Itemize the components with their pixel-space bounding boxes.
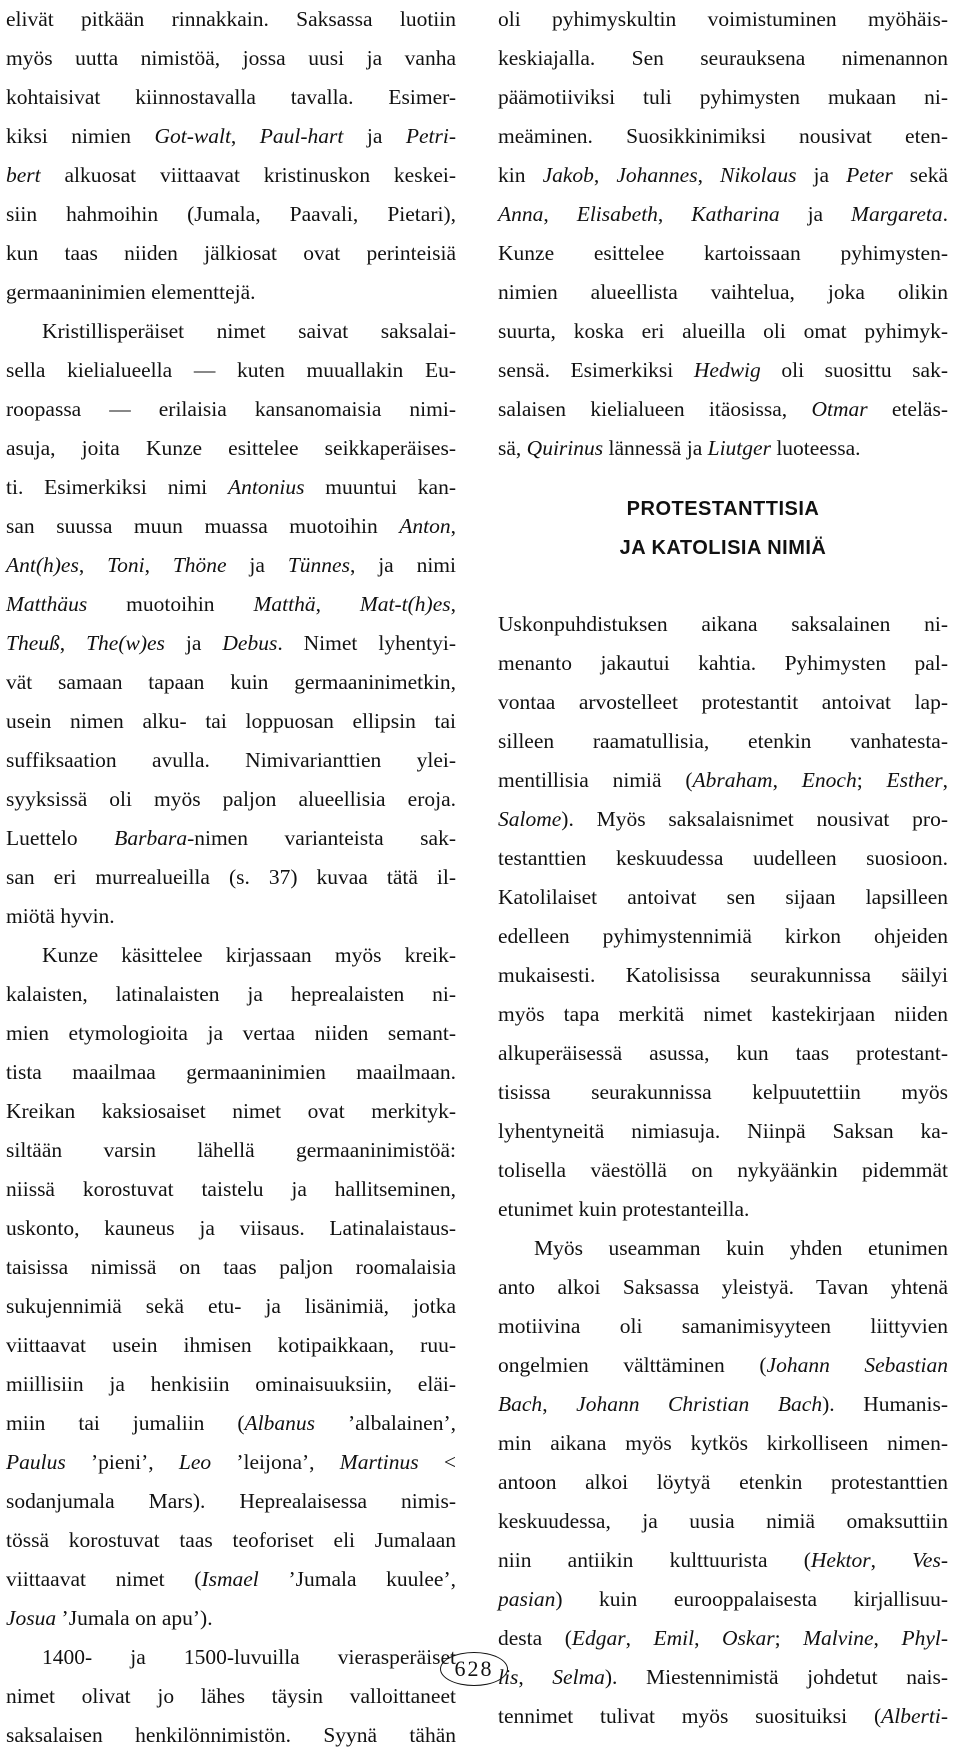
text-line: elivät pitkään rinnakkain. Saksassa luotiin (6, 7, 456, 31)
text-line: kiksi nimien Got-walt, Paul-hart ja Petri- (6, 124, 456, 148)
italic-term: Ves- (912, 1548, 948, 1572)
text-line: viittaavat nimet (Ismael ’Jumala kuulee’, (6, 1567, 457, 1591)
italic-term: Got-walt (154, 124, 231, 148)
italic-term: Ant(h)es (6, 553, 79, 577)
italic-term: Petri- (405, 124, 456, 148)
text-line: salaisen kielialueen itäosissa, Otmar eteläs- (498, 397, 948, 421)
italic-term: Johannes (616, 163, 698, 187)
heading-spacer-bottom (498, 568, 948, 605)
text-line: pasian) kuin eurooppalaisesta kirjallisuu- (498, 1587, 948, 1611)
italic-term: Elisabeth (576, 202, 658, 226)
text-line: Katolilaiset antoivat sen sijaan lapsilleen (498, 885, 948, 909)
text-line: sensä. Esimerkiksi Hedwig oli suosittu sak- (498, 358, 948, 382)
italic-term: Emil (653, 1626, 695, 1650)
section-heading-line-2: JA KATOLISIA NIMIÄ (619, 537, 827, 559)
italic-term: Tünnes (287, 553, 350, 577)
italic-term: Martinus (339, 1450, 419, 1474)
text-line: tisissa seurakunnissa kelpuutettiin myös (498, 1080, 948, 1104)
italic-term: Mat-t(h)es (359, 592, 451, 616)
text-line: Theuß, The(w)es ja Debus. Nimet lyhentyi- (6, 631, 456, 655)
text-line: nimien alueellista vaihtelua, joka olikin (498, 280, 948, 304)
text-line: mukaisesti. Katolisissa seurakunnissa säilyi (498, 963, 948, 987)
text-line: Kristillisperäiset nimet saivat saksalai- (42, 319, 456, 343)
text-line: germaaninimien elementtejä. (6, 280, 256, 304)
text-line: Salome). Myös saksalaisnimet nousivat pro- (498, 807, 948, 831)
italic-term: Josua (6, 1606, 57, 1630)
text-line: 1400- ja 1500-luvuilla vierasperäiset (42, 1645, 456, 1669)
text-line: lis, Selma). Miestennimistä johdetut nais- (498, 1665, 948, 1689)
text-line: ti. Esimerkiksi nimi Antonius muuntui kan- (6, 475, 456, 499)
italic-term: Antonius (227, 475, 305, 499)
text-line: saksalaisen henkilönnimistön. Syynä tähän (6, 1723, 456, 1747)
italic-term: Hedwig (693, 358, 761, 382)
text-line: Josua ’Jumala on apu’). (6, 1606, 213, 1630)
text-line: Uskonpuhdistuksen aikana saksalainen ni- (498, 612, 948, 636)
italic-term: Anton (399, 514, 451, 538)
italic-term: Ismael (201, 1567, 259, 1591)
text-line: Luettelo Barbara-nimen varianteista sak- (6, 826, 457, 850)
text-line: min aikana myös kytkös kirkolliseen nimen- (498, 1431, 948, 1455)
italic-term: Margareta (851, 202, 943, 226)
text-line: viittaavat usein ihmisen kotipaikkaan, ruu- (6, 1333, 456, 1357)
italic-term: Johann Christian Bach (576, 1392, 823, 1416)
italic-term: Toni (107, 553, 145, 577)
text-line: bert alkuosat viittaavat kristinuskon keskei- (6, 163, 456, 187)
italic-term: Johann Sebastian (766, 1353, 948, 1377)
text-line: niissä korostuvat taistelu ja hallitseminen, (6, 1177, 456, 1201)
text-line: tössä korostuvat taas teoforiset eli Jumalaan (6, 1528, 456, 1552)
italic-term: Bach (498, 1392, 543, 1416)
text-line: silleen raamatullisia, etenkin vanhatesta- (498, 729, 948, 753)
text-line: asuja, joita Kunze esittelee seikkaperäises- (6, 436, 456, 460)
text-line: suffiksaation avulla. Nimivarianttien ylei- (6, 748, 456, 772)
italic-term: Liutger (707, 436, 771, 460)
text-line: testanttien keskuudessa uudelleen suosioon. (498, 846, 948, 870)
text-line: mentillisia nimiä (Abraham, Enoch; Esther, (498, 768, 949, 792)
text-line: kun taas niiden jälkiosat ovat perinteisiä (6, 241, 456, 265)
italic-term: Quirinus (526, 436, 604, 460)
text-line: alkuperäisessä asussa, kun taas protestant- (498, 1041, 948, 1065)
text-line: antoon alkoi löytyä etenkin protestanttien (498, 1470, 948, 1494)
text-line: miin tai jumaliin (Albanus ’albalainen’, (6, 1411, 456, 1435)
italic-term: Abraham (692, 768, 773, 792)
text-line: taisissa nimissä on taas paljon roomalaisia (6, 1255, 456, 1279)
text-line: menanto jakautui kahtia. Pyhimysten pal- (498, 651, 948, 675)
text-line: keskuudessa, ja uusia nimiä omaksuttiin (498, 1509, 948, 1533)
italic-term: Enoch (801, 768, 857, 792)
text-line: kin Jakob, Johannes, Nikolaus ja Peter sekä (498, 163, 948, 187)
italic-term: Paulus (6, 1450, 66, 1474)
text-line: myös tapa merkitä nimet kastekirjaan niiden (498, 1002, 948, 1026)
text-line: san eri murrealueilla (s. 37) kuvaa tätä il- (6, 865, 456, 889)
text-line: san suussa muun muassa muotoihin Anton, (6, 514, 456, 538)
italic-term: Matthä (253, 592, 316, 616)
italic-term: Hektor (810, 1548, 871, 1572)
italic-term: Alberti- (881, 1704, 948, 1728)
text-line: lyhentyneitä nimiasuja. Niinpä Saksan ka- (498, 1119, 948, 1143)
text-line: tista maailmaa germaaninimien maailmaan. (6, 1060, 456, 1084)
text-line: suurta, koska eri alueilla oli omat pyhimyk- (498, 319, 948, 343)
text-line: meäminen. Suosikkinimiksi nousivat eten- (498, 124, 948, 148)
text-line: nimet olivat jo lähes täysin valloittaneet (6, 1684, 456, 1708)
left-column (6, 0, 456, 1755)
text-line: ongelmien välttäminen (Johann Sebastian (498, 1353, 948, 1377)
page-number: 628 (440, 1652, 508, 1686)
text-line: Myös useamman kuin yhden etunimen (534, 1236, 948, 1260)
italic-term: Paul-hart (259, 124, 344, 148)
italic-term: Oskar (722, 1626, 775, 1650)
right-column-top-text (498, 0, 948, 468)
italic-term: The(w)es (86, 631, 165, 655)
text-line: motiivina oli samanimisyyteen liittyvien (498, 1314, 948, 1338)
text-line: syyksissä oli myös paljon alueellisia eroja. (6, 787, 456, 811)
text-line: Kreikan kaksiosaiset nimet ovat merkityk- (6, 1099, 456, 1123)
italic-term: Debus (222, 631, 278, 655)
italic-term: Thöne (172, 553, 227, 577)
italic-term: lis (498, 1665, 519, 1689)
italic-term: Anna (498, 202, 544, 226)
italic-term: bert (6, 163, 41, 187)
text-line: niin antiikin kulttuurista (Hektor, Ves- (498, 1548, 948, 1572)
text-line: siin hahmoihin (Jumala, Paavali, Pietari), (6, 202, 456, 226)
text-line: siltään varsin lähellä germaaninimistöä: (6, 1138, 456, 1162)
italic-term: Edgar (571, 1626, 626, 1650)
italic-term: Esther (886, 768, 943, 792)
italic-term: Albanus (244, 1411, 316, 1435)
italic-term: Phyl- (901, 1626, 949, 1650)
text-line: etunimet kuin protestanteilla. (498, 1197, 750, 1221)
italic-term: Otmar (811, 397, 868, 421)
italic-term: Jakob (542, 163, 594, 187)
italic-term: pasian (498, 1587, 556, 1611)
text-line: sodanjumala Mars). Heprealaisessa nimis- (6, 1489, 456, 1513)
text-line: Anna, Elisabeth, Katharina ja Margareta. (498, 202, 948, 226)
text-line: vontaa arvostelleet protestantit antoivat lap- (498, 690, 948, 714)
italic-term: Barbara (114, 826, 188, 850)
text-line: päämotiiviksi tuli pyhimysten mukaan ni- (498, 85, 948, 109)
italic-term: Nikolaus (720, 163, 797, 187)
text-line: tennimet tulivat myös suosituiksi (Alberti- (498, 1704, 948, 1728)
text-line: usein nimen alku- tai loppuosan ellipsin tai (6, 709, 456, 733)
text-line: anto alkoi Saksassa yleistyä. Tavan yhtenä (498, 1275, 948, 1299)
text-line: Matthäus muotoihin Matthä, Mat-t(h)es, (6, 592, 456, 616)
text-line: roopassa — erilaisia kansanomaisia nimi- (6, 397, 456, 421)
text-line: miötä hyvin. (6, 904, 115, 928)
text-line: uskonto, kauneus ja viisaus. Latinalaistaus- (6, 1216, 456, 1240)
text-line: Kunze käsittelee kirjassaan myös kreik- (42, 943, 456, 967)
text-line: kalaisten, latinalaisten ja heprealaisten ni- (6, 982, 456, 1006)
text-line: miillisiin ja henkisiin ominaisuuksiin, eläi- (6, 1372, 456, 1396)
text-line: Paulus ’pieni’, Leo ’leijona’, Martinus < (6, 1450, 456, 1474)
text-line: sukujennimiä sekä etu- ja lisänimiä, jotka (6, 1294, 456, 1318)
text-line: mien etymologioita ja vertaa niiden semant- (6, 1021, 456, 1045)
heading-spacer-top (498, 468, 948, 490)
text-line: sella kielialueella — kuten muuallakin Eu- (6, 358, 456, 382)
right-column-bottom-text (498, 605, 948, 1736)
text-line: Ant(h)es, Toni, Thöne ja Tünnes, ja nimi (6, 553, 457, 577)
text-line: myös uutta nimistöä, jossa uusi ja vanha (6, 46, 456, 70)
text-line: tolisella väestöllä on nykyäänkin pidemmät (498, 1158, 948, 1182)
text-line: keskiajalla. Sen seurauksena nimenannon (498, 46, 948, 70)
text-line: Kunze esittelee kartoissaan pyhimysten- (498, 241, 948, 265)
italic-term: Selma (552, 1665, 605, 1689)
text-line: edelleen pyhimystennimiä kirkon ohjeiden (498, 924, 948, 948)
italic-term: Peter (846, 163, 893, 187)
italic-term: Matthäus (6, 592, 88, 616)
italic-term: Leo (178, 1450, 212, 1474)
text-line: sä, Quirinus lännessä ja Liutger luoteessa. (498, 436, 861, 460)
text-line: kohtaisivat kiinnostavalla tavalla. Esimer- (6, 85, 456, 109)
italic-term: Katharina (691, 202, 780, 226)
text-line: Bach, Johann Christian Bach). Humanis- (498, 1392, 949, 1416)
section-heading-line-1: PROTESTANTTISIA (626, 498, 820, 520)
text-line: oli pyhimyskultin voimistuminen myöhäis- (498, 7, 948, 31)
right-column (498, 0, 948, 1736)
text-line: desta (Edgar, Emil, Oskar; Malvine, Phyl- (498, 1626, 949, 1650)
italic-term: Theuß (6, 631, 60, 655)
italic-term: Malvine (803, 1626, 874, 1650)
italic-term: Salome (498, 807, 562, 831)
text-line: vät samaan tapaan kuin germaaninimetkin, (6, 670, 456, 694)
